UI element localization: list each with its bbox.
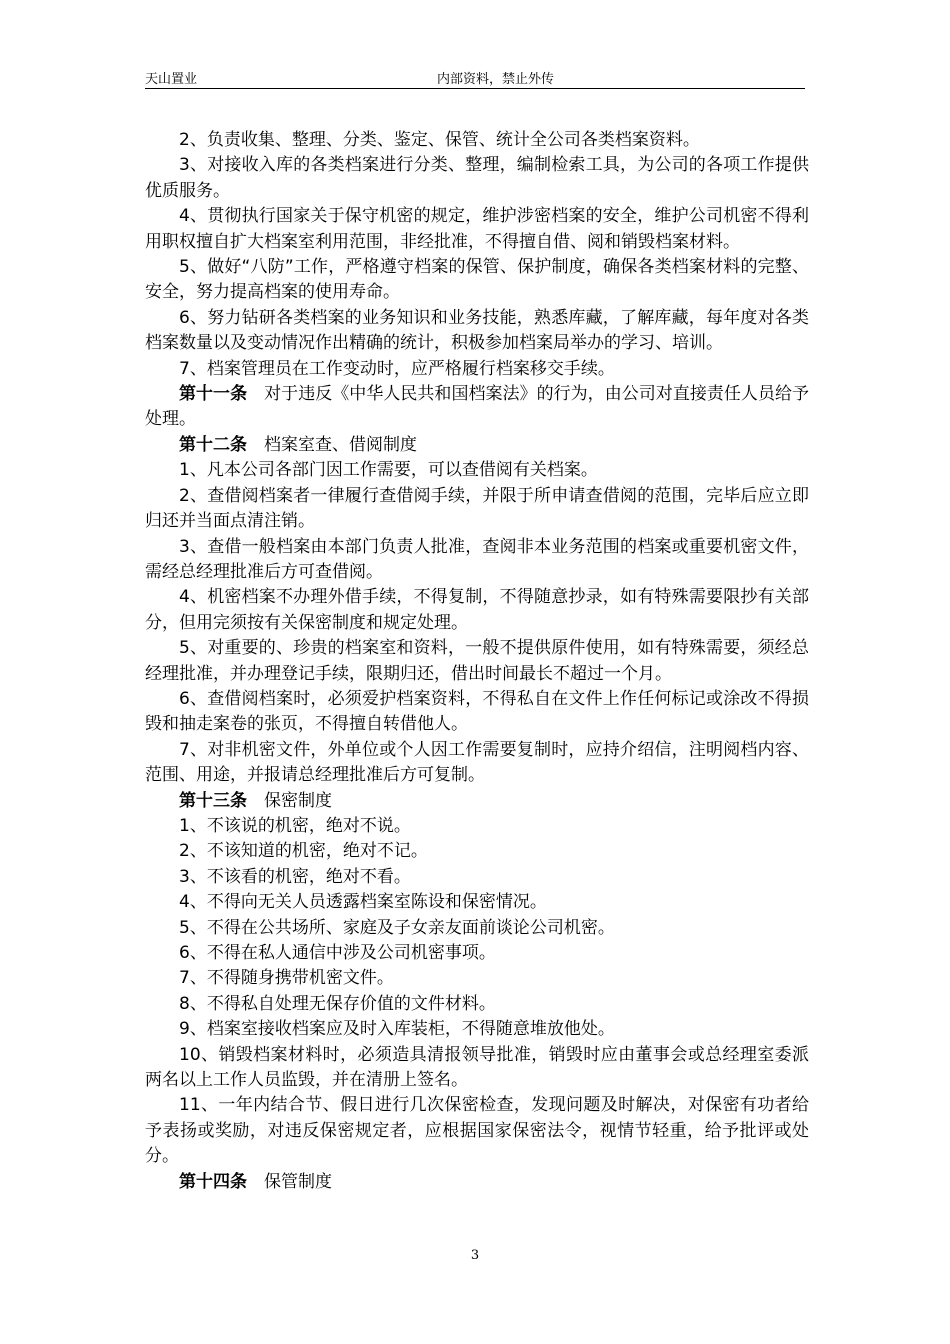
paragraph-text: 4、不得向无关人员透露档案室陈设和保密情况。 <box>179 892 547 913</box>
header-confidential-notice: 内部资料，禁止外传 <box>437 72 555 87</box>
paragraph-text: 7、不得随身携带机密文件。 <box>179 968 394 989</box>
list-item <box>145 865 809 890</box>
list-item <box>145 255 809 306</box>
list-item <box>145 916 809 941</box>
paragraph-text: 2、不该知道的机密，绝对不记。 <box>179 841 428 862</box>
paragraph-text: 11、一年内结合节、假日进行几次保密检查，发现问题及时解决，对保密有功者给予表扬或奖励，对违反保密规定者，应根据国家保密法令，视情节轻重，给予批评或处分。 <box>145 1095 809 1167</box>
paragraph-text: 6、查借阅档案时，必须爱护档案资料，不得私自在文件上作任何标记或涂改不得损毁和抽走案卷的张页，不得擅自转借他人。 <box>145 688 809 735</box>
paragraph-text: 3、对接收入库的各类档案进行分类、整理，编制检索工具，为公司的各项工作提供优质服务。 <box>145 155 809 201</box>
paragraph-text: 保管制度 <box>247 1171 332 1192</box>
paragraph-text: 9、档案室接收档案应及时入库装柜，不得随意堆放他处。 <box>179 1019 615 1040</box>
paragraph-text: 3、不该看的机密，绝对不看。 <box>179 866 411 887</box>
list-item <box>145 535 809 586</box>
list-item <box>145 484 809 535</box>
list-item <box>145 204 809 255</box>
list-item <box>145 585 809 636</box>
list-item <box>145 738 809 789</box>
article-number: 第十三条 <box>179 790 247 811</box>
list-item <box>145 1093 809 1169</box>
document-body <box>145 128 809 1195</box>
paragraph-text: 7、对非机密文件，外单位或个人因工作需要复制时，应持介绍信，注明阅档内容、范围、用途，并报请总经理批准后方可复制。 <box>145 739 809 786</box>
article-number: 第十四条 <box>179 1171 247 1192</box>
header-company-name: 天山置业 <box>145 72 198 87</box>
article-number: 第十二条 <box>179 434 247 455</box>
paragraph-text: 7、档案管理员在工作变动时，应严格履行档案移交手续。 <box>179 358 615 379</box>
list-item <box>145 839 809 864</box>
list-item <box>145 153 809 204</box>
paragraph-text: 10、销毁档案材料时，必须造具清报领导批准，销毁时应由董事会或总经理室委派两名以上工作人员监毁，并在清册上签名。 <box>145 1044 809 1091</box>
list-item <box>145 814 809 839</box>
paragraph-text: 保密制度 <box>247 790 332 811</box>
paragraph-text: 6、努力钻研各类档案的业务知识和业务技能，熟悉库藏，了解库藏，每年度对各类档案数量以及变动情况作出精确的统计，积极参加档案局举办的学习、培训。 <box>145 307 809 354</box>
list-item <box>145 636 809 687</box>
list-item <box>145 357 809 382</box>
article-number: 第十一条 <box>179 384 248 405</box>
paragraph-text: 5、做好“八防”工作，严格遵守档案的保管、保护制度，确保各类档案材料的完整、安全，努力提高档案的使用寿命。 <box>145 257 809 303</box>
article-paragraph <box>145 433 809 458</box>
article-paragraph <box>145 382 809 433</box>
paragraph-text: 对于违反《中华人民共和国档案法》的行为，由公司对直接责任人员给予处理。 <box>145 384 810 430</box>
page-number: 3 <box>470 1248 480 1263</box>
list-item <box>145 966 809 991</box>
paragraph-text: 4、机密档案不办理外借手续，不得复制，不得随意抄录，如有特殊需要限抄有关部分，但用完须按有关保密制度和规定处理。 <box>145 587 809 633</box>
list-item <box>145 1017 809 1042</box>
list-item <box>145 992 809 1017</box>
list-item <box>145 458 809 483</box>
paragraph-text: 2、负责收集、整理、分类、鉴定、保管、统计全公司各类档案资料。 <box>179 130 700 150</box>
list-item <box>145 687 809 738</box>
list-item <box>145 941 809 966</box>
paragraph-text: 6、不得在私人通信中涉及公司机密事项。 <box>179 943 496 963</box>
list-item <box>145 306 809 357</box>
list-item <box>145 890 809 915</box>
paragraph-text: 3、查借一般档案由本部门负责人批准，查阅非本业务范围的档案或重要机密文件，需经总经理批准后方可查借阅。 <box>145 536 809 582</box>
article-paragraph <box>145 789 809 814</box>
paragraph-text: 8、不得私自处理无保存价值的文件材料。 <box>179 993 496 1014</box>
list-item <box>145 128 809 153</box>
list-item <box>145 1043 809 1094</box>
paragraph-text: 1、凡本公司各部门因工作需要，可以查借阅有关档案。 <box>179 460 598 481</box>
paragraph-text: 5、不得在公共场所、家庭及子女亲友面前谈论公司机密。 <box>179 917 615 938</box>
paragraph-text: 1、不该说的机密，绝对不说。 <box>179 815 411 836</box>
paragraph-text: 2、查借阅档案者一律履行查借阅手续，并限于所申请查借阅的范围，完毕后应立即归还并当面点清注销。 <box>145 485 809 532</box>
paragraph-text: 5、对重要的、珍贵的档案室和资料，一般不提供原件使用，如有特殊需要，须经总经理批准，并办理登记手续，限期归还，借出时间最长不超过一个月。 <box>145 638 809 684</box>
article-paragraph <box>145 1170 809 1195</box>
paragraph-text: 4、贯彻执行国家关于保守机密的规定，维护涉密档案的安全，维护公司机密不得利用职权擅自扩大档案室利用范围，非经批准，不得擅自借、阅和销毁档案材料。 <box>145 206 809 252</box>
page-header <box>145 68 805 89</box>
paragraph-text: 档案室查、借阅制度 <box>247 434 417 455</box>
